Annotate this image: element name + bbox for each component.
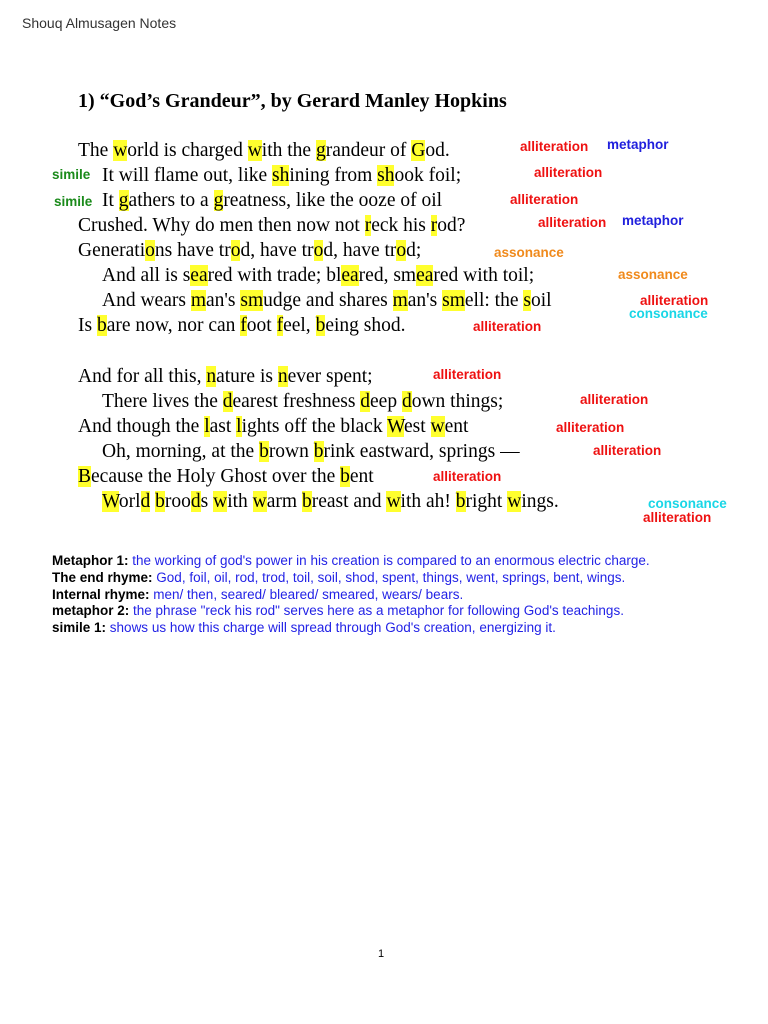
line-text: rown — [268, 441, 314, 462]
highlighted-sound: d — [360, 391, 371, 412]
highlighted-sound: sh — [272, 165, 290, 186]
highlighted-sound: w — [252, 491, 267, 512]
poem-line-3 — [102, 189, 442, 213]
poem-line-10 — [102, 390, 503, 414]
highlighted-sound: n — [277, 366, 288, 387]
highlighted-sound: w — [113, 140, 128, 161]
analysis-notes — [52, 553, 692, 637]
line-text: oil — [530, 290, 552, 311]
highlighted-sound: r — [364, 215, 372, 236]
line-text: own things; — [411, 391, 504, 412]
poem-line-14 — [102, 490, 559, 514]
highlighted-sound: w — [213, 491, 228, 512]
highlighted-sound: ea — [190, 265, 208, 286]
note-body: shows us how this charge will spread through God's creation, energizing it. — [109, 620, 556, 636]
line-text: right — [465, 491, 508, 512]
annotation-label: alliteration — [433, 367, 502, 382]
note-separator: : — [145, 586, 154, 602]
line-text: And wears — [102, 290, 191, 311]
poem-line-5 — [78, 239, 421, 263]
line-text: od. — [425, 140, 450, 161]
line-text: ent — [444, 416, 469, 437]
line-text: earest freshness — [232, 391, 361, 412]
highlighted-sound: n — [206, 366, 217, 387]
poem-line-1 — [78, 139, 450, 163]
highlighted-sound: b — [301, 491, 312, 512]
line-text: d, have tr — [240, 240, 314, 261]
line-text: ell: the — [464, 290, 524, 311]
highlighted-sound: w — [507, 491, 522, 512]
line-text: Is — [78, 315, 97, 336]
line-text: arm — [266, 491, 302, 512]
line-text: It will flame out, like — [102, 165, 273, 186]
highlighted-sound: r — [430, 215, 438, 236]
highlighted-sound: l — [204, 416, 210, 437]
poem-line-2 — [102, 164, 461, 188]
highlighted-sound: m — [392, 290, 408, 311]
note-metaphor-2 — [52, 603, 692, 620]
annotation-label: alliteration — [473, 319, 542, 334]
line-text: randeur of — [325, 140, 412, 161]
line-text: red, sm — [358, 265, 417, 286]
annotation-label: alliteration — [593, 443, 662, 458]
highlighted-sound: d — [401, 391, 412, 412]
line-text: ith ah! — [400, 491, 456, 512]
line-text: reast and — [311, 491, 387, 512]
highlighted-sound: f — [276, 315, 284, 336]
annotation-label: assonance — [618, 267, 688, 282]
note-label: simile 1: — [52, 620, 107, 636]
line-text: athers to a — [128, 190, 214, 211]
line-text: red with toil; — [433, 265, 535, 286]
highlighted-sound: b — [313, 441, 324, 462]
line-text: are now, nor can — [106, 315, 241, 336]
line-text: And all is s — [102, 265, 191, 286]
highlighted-sound: g — [315, 140, 326, 161]
annotation-label: assonance — [494, 245, 564, 260]
highlighted-sound: s — [523, 290, 531, 311]
line-text: ast — [209, 416, 237, 437]
annotation-label: alliteration — [538, 215, 607, 230]
poem-title: 1) “God’s Grandeur”, by Gerard Manley Hopkins — [78, 90, 507, 112]
line-text: The — [78, 140, 114, 161]
line-text: est — [403, 416, 431, 437]
highlighted-sound: W — [387, 416, 404, 437]
poem-line-11 — [78, 415, 468, 439]
annotation-label: alliteration — [510, 192, 579, 207]
poem-line-6 — [102, 264, 534, 288]
annotation-label: alliteration — [556, 420, 625, 435]
annotation-label: metaphor — [607, 137, 669, 152]
annotation-label: consonance — [648, 496, 727, 511]
highlighted-sound: B — [78, 466, 92, 487]
document-header: Shouq Almusagen Notes — [22, 15, 177, 31]
highlighted-sound: b — [155, 491, 165, 512]
highlighted-sound: ea — [416, 265, 434, 286]
page-number: 1 — [378, 948, 385, 960]
line-text: ights off the black — [241, 416, 388, 437]
line-text: an's — [407, 290, 443, 311]
highlighted-sound: l — [236, 416, 242, 437]
poem-line-12 — [102, 440, 520, 464]
highlighted-sound: g — [213, 190, 224, 211]
poem-line-7 — [102, 289, 552, 313]
annotation-label: metaphor — [622, 213, 684, 228]
highlighted-sound: f — [240, 315, 247, 336]
line-text: ever spent; — [287, 366, 373, 387]
line-text: d; — [406, 240, 422, 261]
line-text: ining from — [289, 165, 378, 186]
annotation-label: alliteration — [534, 165, 603, 180]
line-text: There lives the — [102, 391, 223, 412]
highlighted-sound: G — [411, 140, 426, 161]
line-text: ns have tr — [154, 240, 231, 261]
line-text: Crushed. Why do men then now not — [78, 215, 365, 236]
line-text: ook foil; — [394, 165, 462, 186]
highlighted-sound: g — [118, 190, 129, 211]
highlighted-sound: o — [313, 240, 324, 261]
annotation-label: consonance — [629, 306, 708, 321]
line-text: eing shod. — [325, 315, 406, 336]
line-text: od? — [437, 215, 466, 236]
note-label: metaphor 2 — [52, 603, 125, 619]
highlighted-sound: o — [145, 240, 155, 261]
line-text: d, have tr — [323, 240, 397, 261]
note-separator: : — [124, 603, 134, 619]
line-text: ent — [349, 466, 374, 487]
highlighted-sound: d — [140, 491, 151, 512]
note-internal-rhyme — [52, 587, 692, 604]
highlighted-sound: b — [455, 491, 466, 512]
note-end-rhyme — [52, 570, 692, 587]
highlighted-sound: b — [340, 466, 350, 487]
highlighted-sound: d — [190, 491, 201, 512]
note-label: Internal rhyme — [52, 586, 146, 602]
line-text: rink eastward, springs — — [323, 441, 520, 462]
line-text: roo — [164, 491, 191, 512]
note-body: God, foil, oil, rod, trod, toil, soil, shod, spent, things, went, springs, bent, wings. — [156, 569, 626, 585]
highlighted-sound: W — [102, 491, 119, 512]
annotation-label: alliteration — [643, 510, 712, 525]
line-text: ith the — [261, 140, 316, 161]
poem-line-8 — [78, 314, 405, 338]
line-text: orld is charged — [127, 140, 248, 161]
annotation-label: alliteration — [433, 469, 502, 484]
highlighted-sound: b — [315, 315, 326, 336]
note-body: the phrase "reck his rod" serves here as a metaphor for following God's teachings. — [133, 603, 624, 619]
highlighted-sound: o — [230, 240, 241, 261]
highlighted-sound: w — [247, 140, 262, 161]
poem-line-13 — [78, 465, 374, 489]
note-body: men/ then, seared/ bleared/ smeared, wears/ bears. — [153, 586, 464, 602]
note-label: The end rhyme: — [52, 569, 153, 585]
note-separator: : — [124, 553, 133, 568]
line-text: udge and shares — [263, 290, 393, 311]
note-body: the working of god's power in his creation is compared to an enormous electric charge. — [132, 553, 650, 568]
line-text: ecause the Holy Ghost over the — [91, 466, 341, 487]
highlighted-sound: b — [96, 315, 107, 336]
highlighted-sound: ea — [341, 265, 359, 286]
annotation-label: alliteration — [520, 139, 589, 154]
note-label: Metaphor 1 — [52, 553, 125, 568]
poem-line-4 — [78, 214, 465, 238]
line-text: reatness, like the ooze of oil — [223, 190, 443, 211]
line-text: Generati — [78, 240, 146, 261]
highlighted-sound: b — [259, 441, 269, 462]
poem-line-9 — [78, 365, 373, 389]
line-text: And though the — [78, 416, 205, 437]
highlighted-sound: d — [222, 391, 233, 412]
line-text: And for all this, — [78, 366, 207, 387]
line-text: It — [102, 190, 119, 211]
line-text: eck his — [371, 215, 431, 236]
highlighted-sound: sm — [240, 290, 264, 311]
line-text: an's — [205, 290, 241, 311]
line-text: oot — [246, 315, 277, 336]
line-text: Oh, morning, at the — [102, 441, 260, 462]
highlighted-sound: w — [430, 416, 445, 437]
note-simile-1 — [52, 620, 692, 637]
line-text: orl — [118, 491, 141, 512]
line-text: ature is — [216, 366, 278, 387]
annotation-label: simile — [54, 194, 93, 209]
line-text: red with trade; bl — [207, 265, 342, 286]
annotation-label: simile — [52, 167, 91, 182]
line-text: eel, — [283, 315, 316, 336]
line-text: s — [200, 491, 214, 512]
line-text: ings. — [521, 491, 559, 512]
highlighted-sound: o — [396, 240, 407, 261]
note-metaphor-1 — [52, 553, 692, 570]
highlighted-sound: w — [386, 491, 401, 512]
annotation-label: alliteration — [580, 392, 649, 407]
highlighted-sound: sh — [377, 165, 395, 186]
annotation-label: alliteration — [640, 293, 709, 308]
highlighted-sound: m — [190, 290, 206, 311]
line-text: ith — [227, 491, 253, 512]
highlighted-sound: sm — [442, 290, 465, 311]
line-text: eep — [370, 391, 402, 412]
